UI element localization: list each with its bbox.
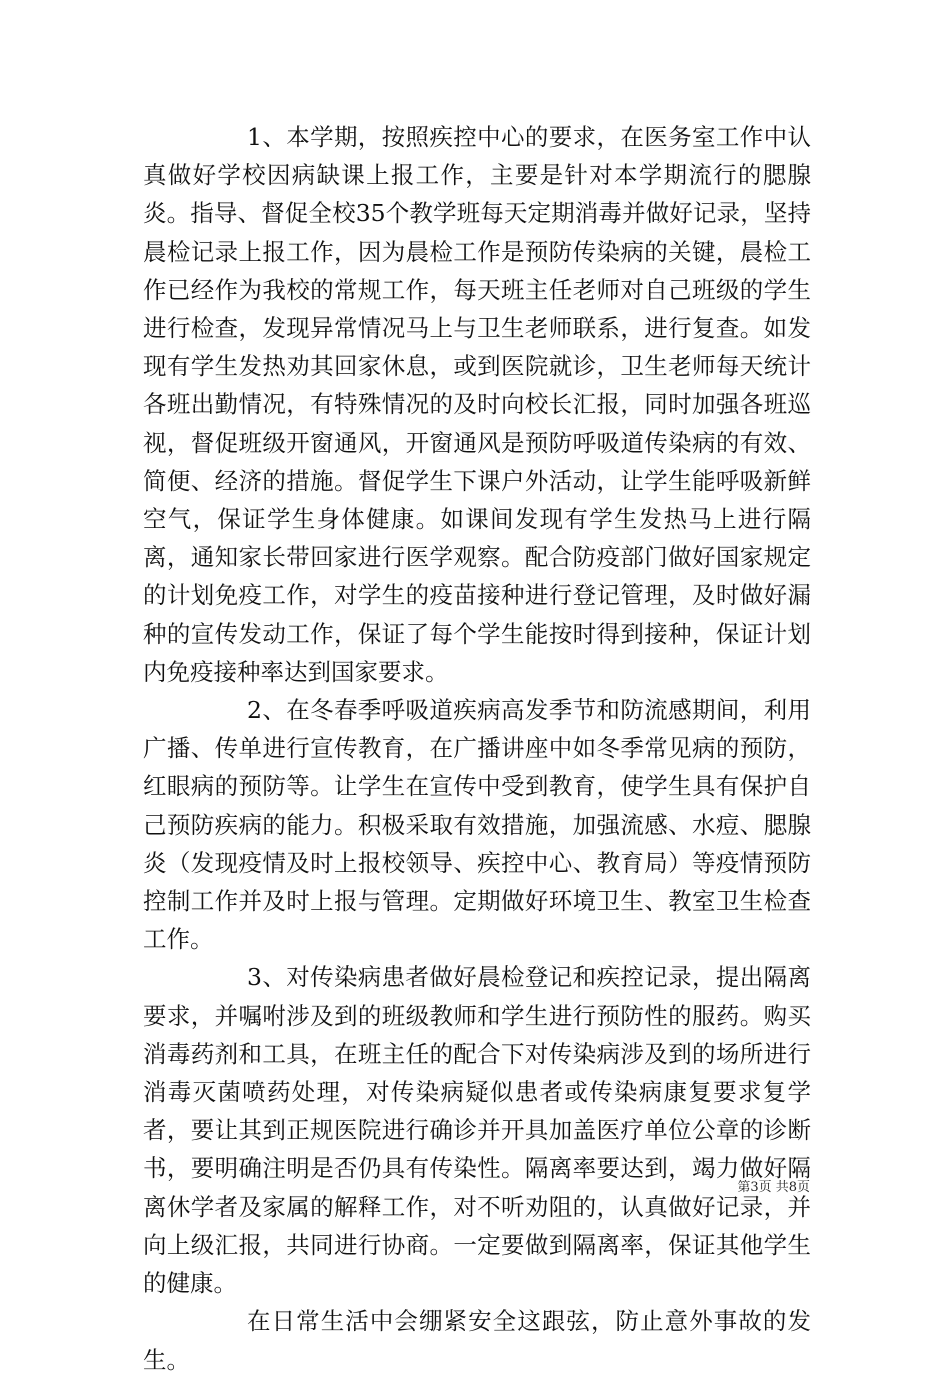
paragraph-1: 1、本学期，按照疾控中心的要求，在医务室工作中认真做好学校因病缺课上报工作，主要是针对本学期流行的腮腺炎。指导、督促全校35个教学班每天定期消毒并做好记录，坚持晨检记录上报工作，因为晨检工作是预防传染病的关键，晨检工作已经作为我校的常规工作，每天班主任老师对自己班级的学生进行检查，发现异常情况马上与卫生老师联系，进行复查。如发现有学生发热劝其回家休息，或到医院就诊，卫生老师每天统计各班出勤情况，有特殊情况的及时向校长汇报，同时加强各班巡视，督促班级开窗通风，开窗通风是预防呼吸道传染病的有效、简便、经济的措施。督促学生下课户外活动，让学生能呼吸新鲜空气，保证学生身体健康。如课间发现有学生发热马上进行隔离，通知家长带回家进行医学观察。配合防疫部门做好国家规定的计划免疫工作，对学生的疫苗接种进行登记管理，及时做好漏种的宣传发动工作，保证了每个学生能按时得到接种，保证计划内免疫接种率达到国家要求。 (143, 123, 811, 686)
paragraph-2: 2、在冬春季呼吸道疾病高发季节和防流感期间，利用广播、传单进行宣传教育，在广播讲座中如冬季常见病的预防，红眼病的预防等。让学生在宣传中受到教育，使学生具有保护自己预防疾病的能力。积极采取有效措施，加强流感、水痘、腮腺炎（发现疫情及时上报校领导、疾控中心、教育局）等疫情预防控制工作并及时上报与管理。定期做好环境卫生、教室卫生检查工作。 (143, 696, 811, 954)
paragraph-3: 3、对传染病患者做好晨检登记和疾控记录，提出隔离要求，并嘱咐涉及到的班级教师和学生进行预防性的服药。购买消毒药剂和工具，在班主任的配合下对传染病涉及到的场所进行消毒灭菌喷药处理，对传染病疑似患者或传染病康复要求复学者，要让其到正规医院进行确诊并开具加盖医疗单位公章的诊断书，要明确注明是否仍具有传染性。隔离率要达到，竭力做好隔离休学者及家属的解释工作，对不听劝阻的，认真做好记录，并向上级汇报，共同进行协商。一定要做到隔离率，保证其他学生的健康。 (143, 963, 811, 1298)
paragraph-4: 在日常生活中会绷紧安全这跟弦，防止意外事故的发生。 (143, 1307, 811, 1374)
page-number-footer: 第3页 共8页 (737, 1180, 810, 1195)
